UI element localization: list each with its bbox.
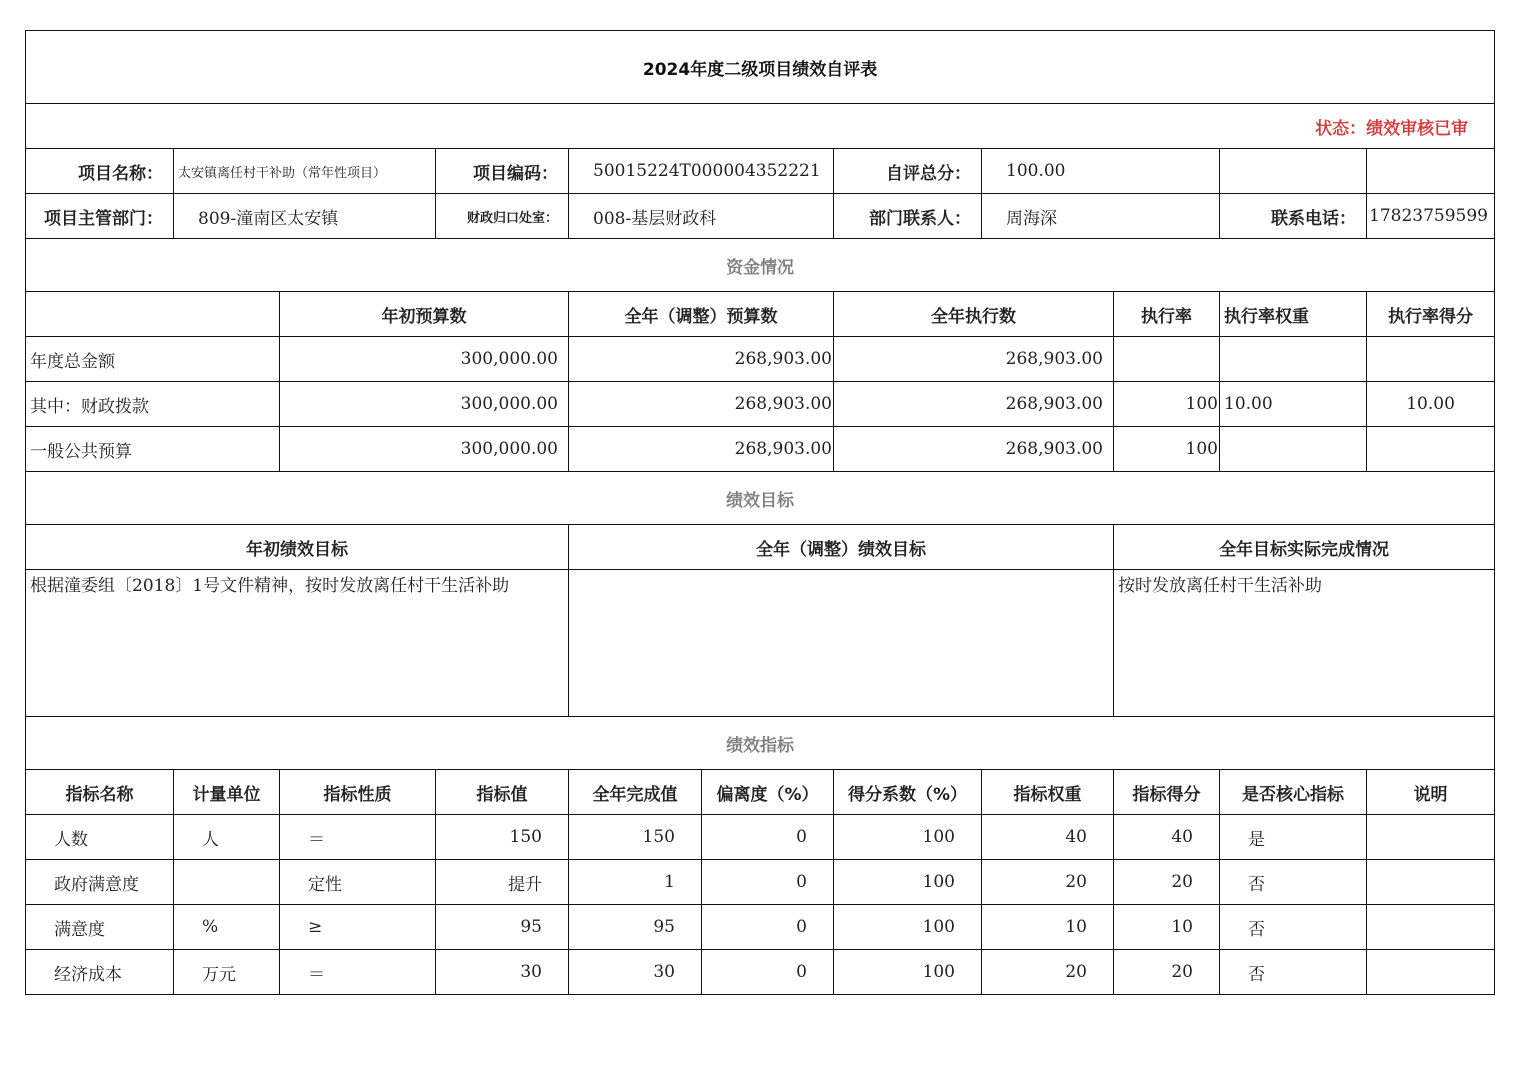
- total-score-label: 自评总分：: [834, 149, 982, 194]
- funds-score: [1367, 427, 1495, 472]
- indicator-actual: 95: [569, 905, 702, 950]
- indicator-score: 20: [1114, 860, 1220, 905]
- indicator-unit: [174, 860, 280, 905]
- indicator-deviation: 0: [702, 815, 834, 860]
- funds-row: [26, 427, 1495, 472]
- contact-value: 周海深: [982, 194, 1220, 239]
- indicator-coef: 100: [834, 950, 982, 995]
- phone-label: 联系电话：: [1220, 194, 1367, 239]
- indicator-weight: 20: [982, 950, 1114, 995]
- contact-label: 部门联系人：: [834, 194, 982, 239]
- indicator-nature: ≥: [280, 905, 436, 950]
- funds-adjusted: 268,903.00: [569, 382, 834, 427]
- indicator-actual: 150: [569, 815, 702, 860]
- dept-label: 项目主管部门：: [26, 194, 174, 239]
- indicator-nature: 定性: [280, 860, 436, 905]
- indicators-section-title: 绩效指标: [26, 717, 1495, 770]
- adjusted-goal-text: [569, 570, 1114, 717]
- funds-row: [26, 382, 1495, 427]
- indicator-score: 10: [1114, 905, 1220, 950]
- funds-header: 全年（调整）预算数: [569, 292, 834, 337]
- indicator-weight: 10: [982, 905, 1114, 950]
- goals-header: 年初绩效目标: [26, 525, 569, 570]
- indicator-header: 得分系数（%）: [834, 770, 982, 815]
- funds-weight: [1220, 337, 1367, 382]
- dept-value: 809-潼南区太安镇: [174, 194, 436, 239]
- funds-rate: 100: [1114, 382, 1220, 427]
- project-code-value: 50015224T000004352221: [569, 149, 834, 194]
- funds-executed: 268,903.00: [834, 337, 1114, 382]
- project-name-value: 太安镇离任村干补助（常年性项目）: [174, 149, 436, 194]
- empty-cell: [1367, 149, 1495, 194]
- indicator-coef: 100: [834, 905, 982, 950]
- funds-executed: 268,903.00: [834, 382, 1114, 427]
- indicator-row: [26, 905, 1495, 950]
- indicator-core: 否: [1220, 950, 1367, 995]
- funds-adjusted: 268,903.00: [569, 337, 834, 382]
- initial-goal-text: 根据潼委组〔2018〕1号文件精神，按时发放离任村干生活补助: [26, 570, 569, 717]
- indicator-row: [26, 815, 1495, 860]
- phone-value: 17823759599: [1367, 194, 1495, 239]
- indicator-deviation: 0: [702, 950, 834, 995]
- funds-score: 10.00: [1367, 382, 1495, 427]
- funds-score: [1367, 337, 1495, 382]
- funds-rate: [1114, 337, 1220, 382]
- funds-header: 执行率权重: [1220, 292, 1367, 337]
- indicator-header: 说明: [1367, 770, 1495, 815]
- indicator-header: 指标性质: [280, 770, 436, 815]
- empty-cell: [26, 292, 280, 337]
- funds-rate: 100: [1114, 427, 1220, 472]
- indicator-score: 40: [1114, 815, 1220, 860]
- indicator-unit: %: [174, 905, 280, 950]
- funds-initial: 300,000.00: [280, 427, 569, 472]
- indicator-target: 95: [436, 905, 569, 950]
- indicator-header: 是否核心指标: [1220, 770, 1367, 815]
- project-code-label: 项目编码：: [436, 149, 569, 194]
- funds-row-name: 年度总金额: [26, 337, 280, 382]
- page-title: 2024年度二级项目绩效自评表: [26, 31, 1495, 104]
- indicator-name: 满意度: [26, 905, 174, 950]
- goals-section-title: 绩效目标: [26, 472, 1495, 525]
- indicator-core: 否: [1220, 905, 1367, 950]
- indicator-core: 是: [1220, 815, 1367, 860]
- indicator-nature: ＝: [280, 950, 436, 995]
- goals-header: 全年目标实际完成情况: [1114, 525, 1495, 570]
- indicator-score: 20: [1114, 950, 1220, 995]
- actual-goal-text: 按时发放离任村干生活补助: [1114, 570, 1495, 717]
- indicator-header: 全年完成值: [569, 770, 702, 815]
- total-score-value: 100.00: [982, 149, 1220, 194]
- indicator-header: 指标权重: [982, 770, 1114, 815]
- funds-weight: 10.00: [1220, 382, 1367, 427]
- funds-row: [26, 337, 1495, 382]
- finance-office-value: 008-基层财政科: [569, 194, 834, 239]
- funds-row-name: 其中：财政拨款: [26, 382, 280, 427]
- indicator-header: 指标名称: [26, 770, 174, 815]
- indicator-actual: 1: [569, 860, 702, 905]
- funds-initial: 300,000.00: [280, 337, 569, 382]
- funds-header: 执行率得分: [1367, 292, 1495, 337]
- indicator-core: 否: [1220, 860, 1367, 905]
- empty-cell: [1220, 149, 1367, 194]
- indicator-coef: 100: [834, 815, 982, 860]
- indicator-header: 偏离度（%）: [702, 770, 834, 815]
- indicator-actual: 30: [569, 950, 702, 995]
- indicator-row: [26, 950, 1495, 995]
- funds-section-title: 资金情况: [26, 239, 1495, 292]
- funds-weight: [1220, 427, 1367, 472]
- indicator-note: [1367, 950, 1495, 995]
- indicator-note: [1367, 860, 1495, 905]
- indicator-nature: ＝: [280, 815, 436, 860]
- indicator-deviation: 0: [702, 905, 834, 950]
- funds-header: 执行率: [1114, 292, 1220, 337]
- performance-self-evaluation-table: [25, 30, 1495, 995]
- indicator-unit: 万元: [174, 950, 280, 995]
- indicator-row: [26, 860, 1495, 905]
- indicator-note: [1367, 815, 1495, 860]
- funds-adjusted: 268,903.00: [569, 427, 834, 472]
- indicator-weight: 40: [982, 815, 1114, 860]
- funds-header: 全年执行数: [834, 292, 1114, 337]
- indicator-name: 政府满意度: [26, 860, 174, 905]
- status-text: 状态：绩效审核已审: [26, 104, 1495, 149]
- indicator-target: 30: [436, 950, 569, 995]
- project-name-label: 项目名称：: [26, 149, 174, 194]
- indicator-name: 人数: [26, 815, 174, 860]
- funds-initial: 300,000.00: [280, 382, 569, 427]
- indicator-target: 提升: [436, 860, 569, 905]
- indicator-header: 指标值: [436, 770, 569, 815]
- indicator-note: [1367, 905, 1495, 950]
- indicator-name: 经济成本: [26, 950, 174, 995]
- indicator-header: 指标得分: [1114, 770, 1220, 815]
- indicator-deviation: 0: [702, 860, 834, 905]
- indicator-header: 计量单位: [174, 770, 280, 815]
- funds-row-name: 一般公共预算: [26, 427, 280, 472]
- funds-executed: 268,903.00: [834, 427, 1114, 472]
- indicator-unit: 人: [174, 815, 280, 860]
- indicator-weight: 20: [982, 860, 1114, 905]
- finance-office-label: 财政归口处室：: [436, 194, 569, 239]
- goals-header: 全年（调整）绩效目标: [569, 525, 1114, 570]
- funds-header: 年初预算数: [280, 292, 569, 337]
- indicator-target: 150: [436, 815, 569, 860]
- indicator-coef: 100: [834, 860, 982, 905]
